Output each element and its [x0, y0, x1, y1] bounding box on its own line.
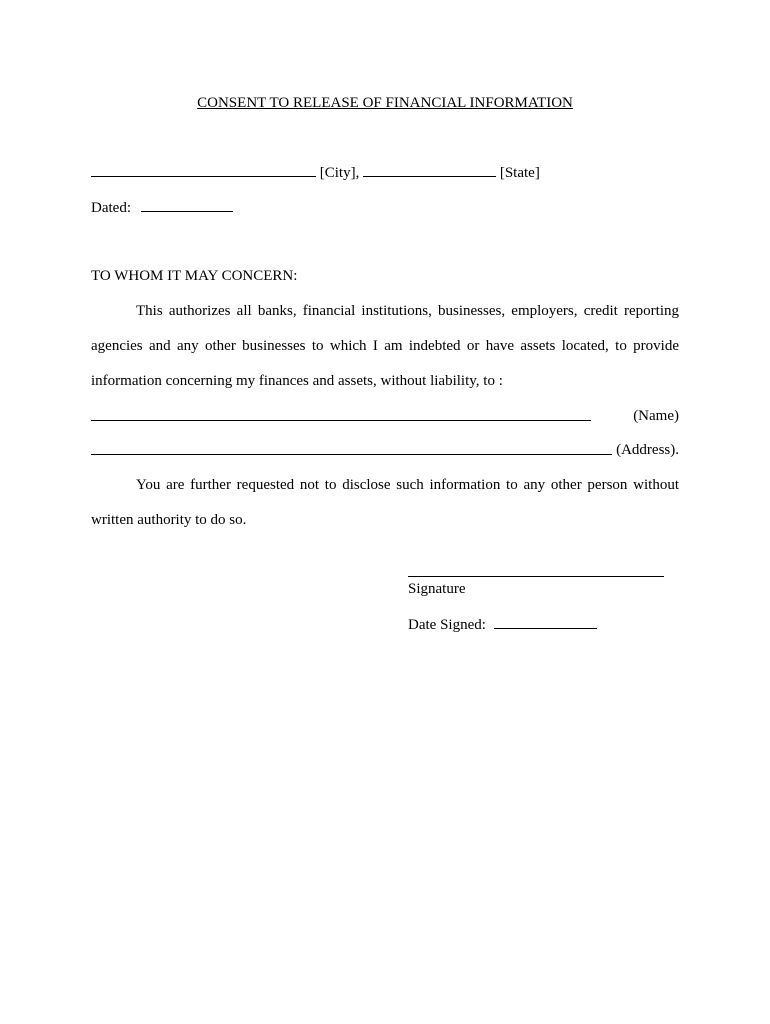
dated-blank[interactable] [141, 198, 233, 212]
state-label: [State] [499, 165, 540, 181]
paragraph-1-line-3: information concerning my finances and assets, without liability, to : [91, 373, 503, 389]
name-row [91, 407, 679, 425]
city-label: [City], [319, 165, 360, 181]
address-row [91, 441, 679, 459]
location-line [91, 163, 540, 182]
paragraph-2-line-1: You are further requested not to disclose such information to any other person without [136, 477, 679, 493]
name-blank[interactable] [91, 407, 591, 421]
paragraph-2-line-2: written authority to do so. [91, 512, 247, 528]
dated-line [91, 198, 233, 217]
date-signed-label: Date Signed: [408, 617, 486, 633]
paragraph-1-line-2: agencies and any other businesses to which I am indebted or have assets located, to provide [91, 338, 679, 354]
date-signed-line [408, 615, 597, 634]
paragraph-1-line-1: This authorizes all banks, financial institutions, businesses, employers, credit reporting [136, 303, 679, 319]
city-blank[interactable] [91, 163, 316, 177]
document-title: CONSENT TO RELEASE OF FINANCIAL INFORMATION [197, 95, 573, 111]
signature-blank[interactable] [408, 562, 664, 577]
address-label: (Address). [616, 442, 679, 458]
signature-label: Signature [408, 581, 466, 597]
salutation: TO WHOM IT MAY CONCERN: [91, 268, 298, 284]
state-blank[interactable] [363, 163, 496, 177]
dated-label: Dated: [91, 200, 131, 216]
name-label: (Name) [633, 408, 679, 424]
address-blank[interactable] [91, 441, 612, 455]
date-signed-blank[interactable] [494, 615, 597, 629]
